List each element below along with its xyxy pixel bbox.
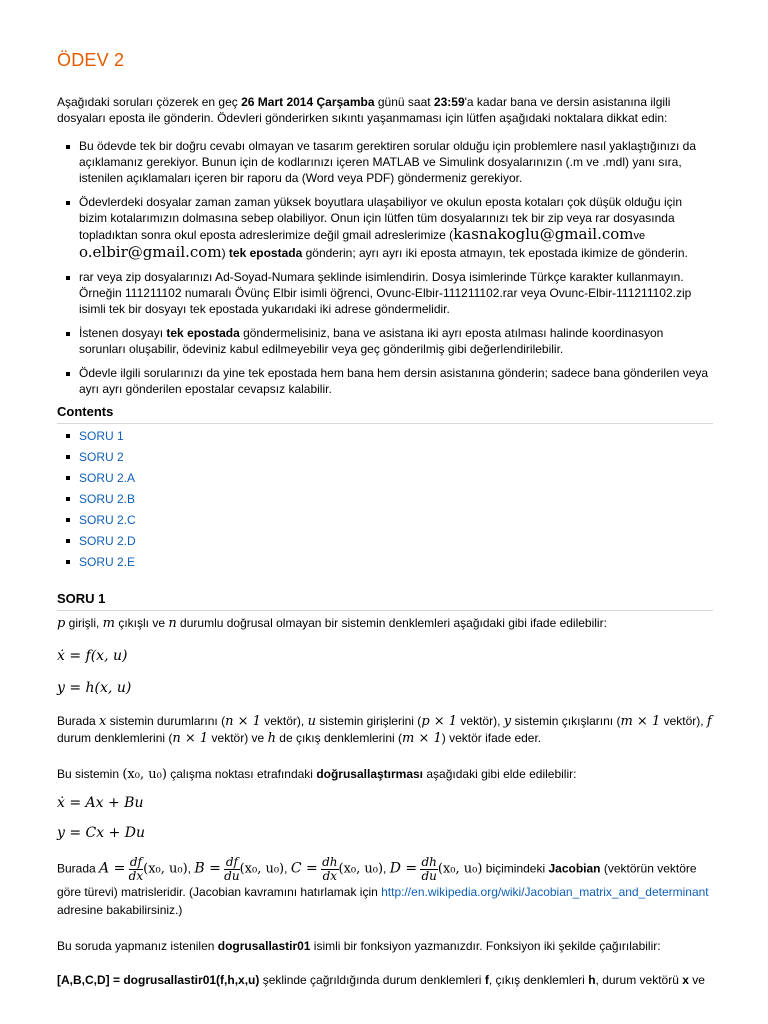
- fraction: [420, 856, 437, 883]
- toc-link-soru-2d[interactable]: SORU 2.D: [79, 534, 136, 548]
- list-item: [57, 269, 713, 317]
- intro-text: günü saat: [374, 95, 434, 109]
- body-text: vektör),: [457, 714, 504, 728]
- bullet-text: rar veya zip dosyalarınızı Ad-Soyad-Numara şeklinde isimlendirin. Dosya isimlerinde Türkçe karakter kullanmayın. Örneğin 111211102 numaralı Övünç Elbir isimli öğrenci, Ovunc-Elbir-111211102.rar veya Ovunc-Elbir-111211102.zip isimli tek bir dosyayı tek epostada yukarıdaki iki adrese göndermelidir.: [79, 270, 692, 316]
- intro-time: 23:59: [433, 95, 465, 109]
- contents-heading-wrap: [57, 404, 713, 424]
- body-text: vektör),: [260, 714, 308, 728]
- body-text: Burada: [57, 861, 100, 876]
- body-text: (vektörün vektöre göre türevi) matrisleridir. (Jacobian kavramını hatırlamak için: [57, 861, 697, 899]
- soru1-linearization: [57, 766, 713, 783]
- instructions-list: [57, 138, 713, 405]
- bullet-bold: tek epostada: [166, 326, 240, 340]
- equation-state: ẋ = f(x, u): [57, 648, 128, 664]
- math-symbol: m × 1: [401, 731, 442, 746]
- body-bold: x: [682, 973, 689, 987]
- intro-text: Aşağıdaki soruları çözerek en geç: [57, 95, 242, 109]
- math-symbol: (x₀, u₀): [338, 861, 384, 877]
- toc-link-soru-2c[interactable]: SORU 2.C: [79, 513, 136, 527]
- math-symbol: (x₀, u₀): [143, 861, 188, 877]
- bullet-bold: tek epostada: [228, 246, 303, 260]
- fraction-denominator: du: [421, 869, 437, 883]
- soru1-heading-wrap: [57, 591, 713, 611]
- fraction-numerator: dh: [322, 855, 338, 869]
- soru1-definitions: [57, 713, 713, 747]
- math-symbol: D =: [389, 860, 418, 877]
- bullet-text: ve: [633, 230, 646, 242]
- body-text: çıkışlı ve: [115, 616, 169, 630]
- body-text: durumlu doğrusal olmayan bir sistemin denklemleri aşağıdaki gibi ifade edilebilir:: [176, 616, 607, 630]
- math-symbol: (x₀, u₀): [122, 767, 167, 782]
- toc-link-soru-2[interactable]: SORU 2: [79, 450, 124, 464]
- list-item: [57, 325, 713, 357]
- toc-item: [57, 470, 136, 491]
- equation-output: y = h(x, u): [57, 680, 132, 696]
- body-text: , durum vektörü: [595, 973, 683, 987]
- email-address: kasnakoglu@gmail.com: [453, 225, 634, 243]
- email-address: o.elbir@gmail.com: [79, 243, 222, 261]
- math-symbol: C =: [290, 860, 318, 877]
- intro-paragraph: [57, 94, 713, 126]
- body-text: sistemin girişlerini (: [315, 714, 422, 728]
- toc-link-soru-2b[interactable]: SORU 2.B: [79, 492, 136, 506]
- math-symbol: n × 1: [172, 731, 209, 746]
- math-symbol: (x₀, u₀): [437, 861, 483, 877]
- body-bold: [A,B,C,D] = dogrusallastir01(f,h,x,u): [57, 973, 260, 987]
- body-text: ) vektör ifade eder.: [441, 731, 542, 745]
- body-text: adresine bakabilirsiniz.): [57, 903, 183, 917]
- body-bold: doğrusallaştırması: [316, 767, 424, 781]
- math-symbol: h: [267, 731, 276, 746]
- bullet-text: Bu ödevde tek bir doğru cevabı olmayan ve tasarım gerektiren sorular olduğu için problemlere nasıl yaklaştığınızı da açıklamanız gerekiyor. Bunun için de kodlarınızı içeren MATLAB ve Simulink dosyalarınızın (.m ve .mdl) yanı sıra, istenilen açıklamaları içeren bir raporu da (Word veya PDF) göndermeniz gerekiyor.: [79, 139, 696, 185]
- body-bold: f: [484, 973, 489, 987]
- fraction-denominator: dx: [128, 869, 144, 883]
- bullet-text: İstenen dosyayı: [79, 326, 167, 340]
- bullet-text: gönderin; ayrı ayrı iki eposta atmayın, tek epostada ikimize de gönderin.: [302, 246, 688, 260]
- body-bold: h: [588, 973, 596, 987]
- table-of-contents: [57, 428, 136, 575]
- toc-item: [57, 428, 136, 449]
- body-text: şeklinde çağrıldığında durum denklemleri: [259, 973, 485, 987]
- body-text: durum denklemlerini (: [57, 731, 173, 745]
- math-symbol: A =: [99, 860, 126, 877]
- equation-linear-output: y = Cx + Du: [57, 825, 146, 841]
- contents-heading: Contents: [57, 404, 114, 419]
- math-symbol: x: [99, 714, 107, 729]
- body-text: ,: [383, 861, 387, 876]
- bullet-text: ): [221, 246, 229, 260]
- toc-link-soru-2e[interactable]: SORU 2.E: [79, 555, 136, 569]
- fraction-numerator: df: [225, 855, 238, 869]
- fraction-denominator: dx: [322, 869, 338, 883]
- toc-item: [57, 512, 136, 533]
- bullet-text: Ödevlerdeki dosyalar zaman zaman yüksek boyutlara ulaşabiliyor ve okulun eposta kotaları çok düşük olduğu için bizim kotalarımızın dolmasına sebep olabiliyor. Onun için lütfen tüm dosyalarınızı tek bir zip veya rar dosyasında topladıktan sonra okul eposta adreslerimize değil gmail adreslerimize (: [79, 195, 682, 242]
- intro-date: 26 Mart 2014 Çarşamba: [241, 95, 375, 109]
- body-text: Burada: [57, 714, 100, 728]
- math-symbol: p: [57, 616, 66, 631]
- fraction: [129, 856, 143, 883]
- math-symbol: p × 1: [421, 714, 458, 729]
- jacobian-link[interactable]: http://en.wikipedia.org/wiki/Jacobian_matrix_and_determinant: [381, 885, 709, 899]
- math-symbol: n × 1: [225, 714, 261, 729]
- math-symbol: u: [307, 714, 316, 729]
- body-text: Bu sistemin: [57, 767, 123, 781]
- body-text: biçimindeki: [482, 861, 549, 876]
- body-text: ,: [187, 861, 192, 876]
- fraction-numerator: dh: [421, 855, 437, 869]
- fraction: [224, 856, 239, 883]
- body-text: isimli bir fonksiyon yazmanızdır. Fonksiyon iki şekilde çağırılabilir:: [310, 939, 661, 953]
- body-text: çalışma noktası etrafındaki: [166, 767, 317, 781]
- list-item: [57, 138, 713, 186]
- list-item: [57, 194, 713, 261]
- body-text: ve: [688, 973, 705, 987]
- toc-item: [57, 449, 136, 470]
- soru1-heading: SORU 1: [57, 591, 106, 606]
- intro-text: 'a kadar bana ve dersin asistanına ilgili dosyaları eposta ile gönderin. Ödevleri gönderirken sıkıntı yaşanmaması için lütfen aşağıdaki noktalara dikkat edin:: [57, 95, 671, 125]
- body-text: vektör),: [660, 714, 707, 728]
- toc-link-soru-1[interactable]: SORU 1: [79, 429, 124, 443]
- fraction-numerator: df: [129, 855, 142, 869]
- body-text: , çıkış denklemleri: [488, 973, 589, 987]
- soru1-usage: [57, 972, 713, 988]
- body-bold: Jacobian: [548, 861, 601, 876]
- body-text: ,: [284, 861, 288, 876]
- bullet-text: Ödevle ilgili sorularınızı da yine tek epostada hem bana hem dersin asistanına gönderin; sadece bana gönderilen veya ayrı ayrı gönderilen epostalar cevapsız kalabilir.: [79, 366, 709, 396]
- equation-linear-state: ẋ = Ax + Bu: [57, 795, 144, 811]
- fraction-denominator: du: [224, 869, 240, 883]
- math-symbol: f: [706, 714, 712, 729]
- body-text: de çıkış denklemlerini (: [275, 731, 402, 745]
- fraction: [321, 856, 338, 883]
- soru1-task: [57, 938, 713, 954]
- toc-item: [57, 491, 136, 512]
- math-symbol: n: [168, 616, 177, 631]
- math-symbol: m: [102, 616, 115, 631]
- math-symbol: (x₀, u₀): [239, 861, 285, 877]
- math-symbol: m × 1: [620, 714, 661, 729]
- body-text: vektör) ve: [208, 731, 268, 745]
- body-text: aşağıdaki gibi elde edilebilir:: [423, 767, 577, 781]
- page-title: ÖDEV 2: [57, 50, 125, 70]
- toc-item: [57, 554, 136, 575]
- toc-item: [57, 533, 136, 554]
- body-text: girişli,: [65, 616, 103, 630]
- soru1-intro: [57, 615, 713, 632]
- body-bold: dogrusallastir01: [217, 939, 311, 953]
- math-symbol: B =: [194, 860, 221, 877]
- toc-link-soru-2a[interactable]: SORU 2.A: [79, 471, 136, 485]
- list-item: [57, 365, 713, 397]
- body-text: Bu soruda yapmanız istenilen: [57, 939, 218, 953]
- math-symbol: y: [503, 714, 512, 729]
- soru1-jacobian: [57, 856, 713, 919]
- bullet-text: göndermelisiniz, bana ve asistana iki ayrı eposta atılması halinde koordinasyon sorunları oluşabilir, ödeviniz kabul edilmeyebilir veya geç gönderilmiş gibi değerlendirilebilir.: [79, 326, 664, 356]
- body-text: sistemin çıkışlarını (: [511, 714, 621, 728]
- body-text: sistemin durumlarını (: [106, 714, 226, 728]
